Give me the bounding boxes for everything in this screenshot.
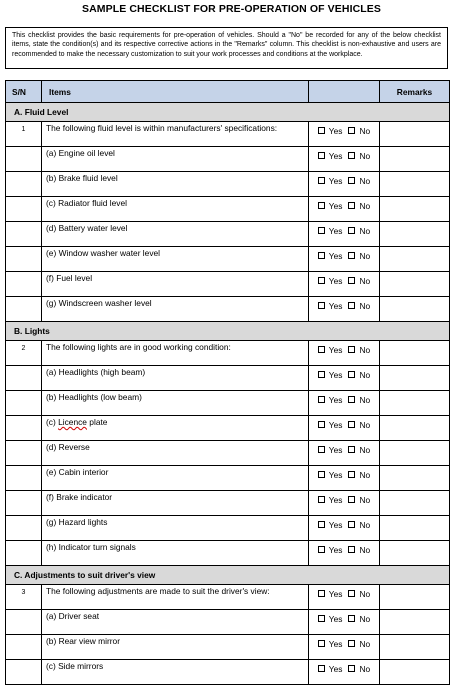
no-checkbox[interactable] <box>348 471 355 478</box>
serial-number <box>6 366 42 391</box>
no-label: No <box>359 201 371 211</box>
checklist-item-text: (b) Rear view mirror <box>42 635 309 660</box>
checklist-row <box>6 272 450 297</box>
checklist-item-text: (h) Indicator turn signals <box>42 541 309 566</box>
no-label: No <box>359 470 371 480</box>
yes-no-cell <box>309 366 380 391</box>
yes-no-cell <box>309 341 380 366</box>
remarks-cell[interactable] <box>380 541 450 566</box>
yes-label: Yes <box>328 345 343 355</box>
no-label: No <box>359 614 371 624</box>
serial-number <box>6 172 42 197</box>
yes-no-cell <box>309 466 380 491</box>
yes-label: Yes <box>328 126 343 136</box>
checklist-row <box>6 297 450 322</box>
yes-label: Yes <box>328 639 343 649</box>
no-checkbox[interactable] <box>348 446 355 453</box>
yes-checkbox[interactable] <box>318 277 325 284</box>
checklist-item-text: (e) Window washer water level <box>42 247 309 272</box>
remarks-cell[interactable] <box>380 466 450 491</box>
section-header-row <box>6 566 450 585</box>
serial-number <box>6 516 42 541</box>
yes-label: Yes <box>328 370 343 380</box>
checklist-item-text: (g) Windscreen washer level <box>42 297 309 322</box>
checklist-row <box>6 172 450 197</box>
yes-label: Yes <box>328 520 343 530</box>
no-checkbox[interactable] <box>348 227 355 234</box>
no-label: No <box>359 345 371 355</box>
checklist-item-text: (c) Radiator fluid level <box>42 197 309 222</box>
checklist-item-text: (b) Brake fluid level <box>42 172 309 197</box>
checklist-item-text: (a) Headlights (high beam) <box>42 366 309 391</box>
yes-checkbox[interactable] <box>318 446 325 453</box>
remarks-cell[interactable] <box>380 660 450 685</box>
section-header-row <box>6 103 450 122</box>
checklist-row <box>6 122 450 147</box>
yes-no-cell <box>309 222 380 247</box>
no-label: No <box>359 226 371 236</box>
yes-no-cell <box>309 660 380 685</box>
yes-no-cell <box>309 297 380 322</box>
yes-checkbox[interactable] <box>318 471 325 478</box>
remarks-cell[interactable] <box>380 585 450 610</box>
checklist-body <box>6 103 450 685</box>
yes-label: Yes <box>328 495 343 505</box>
section-title: B. Lights <box>6 322 450 341</box>
checklist-row <box>6 416 450 441</box>
yes-label: Yes <box>328 545 343 555</box>
yes-label: Yes <box>328 226 343 236</box>
yes-label: Yes <box>328 301 343 311</box>
no-label: No <box>359 251 371 261</box>
yes-no-cell <box>309 247 380 272</box>
remarks-cell[interactable] <box>380 222 450 247</box>
yes-no-cell <box>309 172 380 197</box>
yes-label: Yes <box>328 251 343 261</box>
serial-number <box>6 610 42 635</box>
checklist-row <box>6 247 450 272</box>
yes-no-cell <box>309 635 380 660</box>
serial-number <box>6 635 42 660</box>
yes-label: Yes <box>328 614 343 624</box>
remarks-cell[interactable] <box>380 197 450 222</box>
serial-number <box>6 147 42 172</box>
yes-label: Yes <box>328 276 343 286</box>
yes-no-cell <box>309 416 380 441</box>
no-checkbox[interactable] <box>348 640 355 647</box>
serial-number: 1 <box>6 122 42 147</box>
serial-number: 2 <box>6 341 42 366</box>
serial-number <box>6 466 42 491</box>
no-label: No <box>359 664 371 674</box>
no-checkbox[interactable] <box>348 371 355 378</box>
checklist-row <box>6 466 450 491</box>
checklist-item-text: (e) Cabin interior <box>42 466 309 491</box>
yes-no-cell <box>309 147 380 172</box>
yes-checkbox[interactable] <box>318 421 325 428</box>
no-label: No <box>359 301 371 311</box>
no-label: No <box>359 445 371 455</box>
checklist-row <box>6 391 450 416</box>
serial-number <box>6 441 42 466</box>
yes-label: Yes <box>328 420 343 430</box>
serial-number <box>6 272 42 297</box>
checklist-table <box>5 80 450 685</box>
yes-no-cell <box>309 391 380 416</box>
instructions-box: This checklist provides the basic requirements for pre-operation of vehicles. Should a "No" be recorded for any of the below checklist items, state the condition(s) and its respective corrective actions in the "Remarks" column. This checklist is non-exhaustive and users are recommended to make the necessary customization to suit your work processes and conditions at the workplace. <box>5 27 448 69</box>
yes-no-cell <box>309 197 380 222</box>
remarks-cell[interactable] <box>380 366 450 391</box>
no-label: No <box>359 395 371 405</box>
no-checkbox[interactable] <box>348 421 355 428</box>
section-header-row <box>6 322 450 341</box>
remarks-cell[interactable] <box>380 491 450 516</box>
yes-checkbox[interactable] <box>318 227 325 234</box>
remarks-cell[interactable] <box>380 341 450 366</box>
yes-checkbox[interactable] <box>318 371 325 378</box>
no-checkbox[interactable] <box>348 177 355 184</box>
yes-label: Yes <box>328 201 343 211</box>
yes-label: Yes <box>328 151 343 161</box>
no-checkbox[interactable] <box>348 496 355 503</box>
serial-number <box>6 541 42 566</box>
no-checkbox[interactable] <box>348 665 355 672</box>
serial-number <box>6 197 42 222</box>
no-checkbox[interactable] <box>348 346 355 353</box>
checklist-item-text: (f) Fuel level <box>42 272 309 297</box>
checklist-row <box>6 491 450 516</box>
checklist-row <box>6 441 450 466</box>
checklist-row <box>6 366 450 391</box>
yes-no-cell <box>309 541 380 566</box>
serial-number <box>6 391 42 416</box>
serial-number <box>6 222 42 247</box>
checklist-row <box>6 635 450 660</box>
no-checkbox[interactable] <box>348 615 355 622</box>
checklist-item-text: (f) Brake indicator <box>42 491 309 516</box>
yes-checkbox[interactable] <box>318 640 325 647</box>
yes-checkbox[interactable] <box>318 615 325 622</box>
header-items: Items <box>42 81 309 103</box>
checklist-row <box>6 147 450 172</box>
yes-checkbox[interactable] <box>318 396 325 403</box>
yes-no-cell <box>309 516 380 541</box>
no-checkbox[interactable] <box>348 277 355 284</box>
remarks-cell[interactable] <box>380 297 450 322</box>
checklist-row <box>6 516 450 541</box>
yes-checkbox[interactable] <box>318 521 325 528</box>
remarks-cell[interactable] <box>380 391 450 416</box>
remarks-cell[interactable] <box>380 516 450 541</box>
no-label: No <box>359 545 371 555</box>
header-remarks: Remarks <box>380 81 450 103</box>
yes-no-cell <box>309 585 380 610</box>
serial-number <box>6 297 42 322</box>
yes-no-cell <box>309 122 380 147</box>
yes-checkbox[interactable] <box>318 546 325 553</box>
yes-label: Yes <box>328 589 343 599</box>
yes-label: Yes <box>328 470 343 480</box>
remarks-cell[interactable] <box>380 416 450 441</box>
checklist-item-text: (c) Licence plate <box>42 416 309 441</box>
remarks-cell[interactable] <box>380 635 450 660</box>
serial-number <box>6 660 42 685</box>
yes-checkbox[interactable] <box>318 127 325 134</box>
serial-number: 3 <box>6 585 42 610</box>
section-title: C. Adjustments to suit driver's view <box>6 566 450 585</box>
no-label: No <box>359 176 371 186</box>
checklist-row <box>6 222 450 247</box>
remarks-cell[interactable] <box>380 147 450 172</box>
no-label: No <box>359 495 371 505</box>
no-checkbox[interactable] <box>348 302 355 309</box>
serial-number <box>6 491 42 516</box>
remarks-cell[interactable] <box>380 441 450 466</box>
remarks-cell[interactable] <box>380 272 450 297</box>
checklist-item-text: (d) Reverse <box>42 441 309 466</box>
no-label: No <box>359 639 371 649</box>
no-label: No <box>359 151 371 161</box>
no-checkbox[interactable] <box>348 546 355 553</box>
yes-checkbox[interactable] <box>318 177 325 184</box>
no-label: No <box>359 276 371 286</box>
remarks-cell[interactable] <box>380 610 450 635</box>
no-label: No <box>359 126 371 136</box>
yes-label: Yes <box>328 664 343 674</box>
document-title: SAMPLE CHECKLIST FOR PRE-OPERATION OF VEHICLES <box>81 3 381 15</box>
yes-label: Yes <box>328 445 343 455</box>
no-checkbox[interactable] <box>348 396 355 403</box>
no-label: No <box>359 420 371 430</box>
yes-checkbox[interactable] <box>318 346 325 353</box>
section-title: A. Fluid Level <box>6 103 450 122</box>
no-checkbox[interactable] <box>348 590 355 597</box>
remarks-cell[interactable] <box>380 172 450 197</box>
no-checkbox[interactable] <box>348 521 355 528</box>
yes-label: Yes <box>328 395 343 405</box>
checklist-item-text: (d) Battery water level <box>42 222 309 247</box>
yes-checkbox[interactable] <box>318 302 325 309</box>
yes-checkbox[interactable] <box>318 152 325 159</box>
yes-checkbox[interactable] <box>318 665 325 672</box>
checklist-item-text: (a) Engine oil level <box>42 147 309 172</box>
remarks-cell[interactable] <box>380 122 450 147</box>
yes-checkbox[interactable] <box>318 202 325 209</box>
checklist-item-text: The following lights are in good working condition: <box>42 341 309 366</box>
yes-checkbox[interactable] <box>318 590 325 597</box>
checklist-item-text: (c) Side mirrors <box>42 660 309 685</box>
no-checkbox[interactable] <box>348 252 355 259</box>
no-checkbox[interactable] <box>348 127 355 134</box>
yes-label: Yes <box>328 176 343 186</box>
checklist-row <box>6 341 450 366</box>
no-label: No <box>359 520 371 530</box>
yes-no-cell <box>309 610 380 635</box>
yes-no-cell <box>309 272 380 297</box>
yes-checkbox[interactable] <box>318 496 325 503</box>
checklist-item-text: The following fluid level is within manufacturers' specifications: <box>42 122 309 147</box>
checklist-item-text: (g) Hazard lights <box>42 516 309 541</box>
header-sn: S/N <box>6 81 42 103</box>
no-label: No <box>359 589 371 599</box>
checklist-row <box>6 660 450 685</box>
yes-checkbox[interactable] <box>318 252 325 259</box>
serial-number <box>6 416 42 441</box>
no-checkbox[interactable] <box>348 152 355 159</box>
checklist-row <box>6 541 450 566</box>
checklist-item-text: (b) Headlights (low beam) <box>42 391 309 416</box>
checklist-item-text: The following adjustments are made to suit the driver's view: <box>42 585 309 610</box>
table-header-row <box>6 81 450 103</box>
checklist-row <box>6 197 450 222</box>
checklist-row <box>6 585 450 610</box>
yes-no-cell <box>309 491 380 516</box>
no-label: No <box>359 370 371 380</box>
serial-number <box>6 247 42 272</box>
header-yes-no <box>309 81 380 103</box>
yes-no-cell <box>309 441 380 466</box>
no-checkbox[interactable] <box>348 202 355 209</box>
checklist-item-text: (a) Driver seat <box>42 610 309 635</box>
remarks-cell[interactable] <box>380 247 450 272</box>
checklist-row <box>6 610 450 635</box>
